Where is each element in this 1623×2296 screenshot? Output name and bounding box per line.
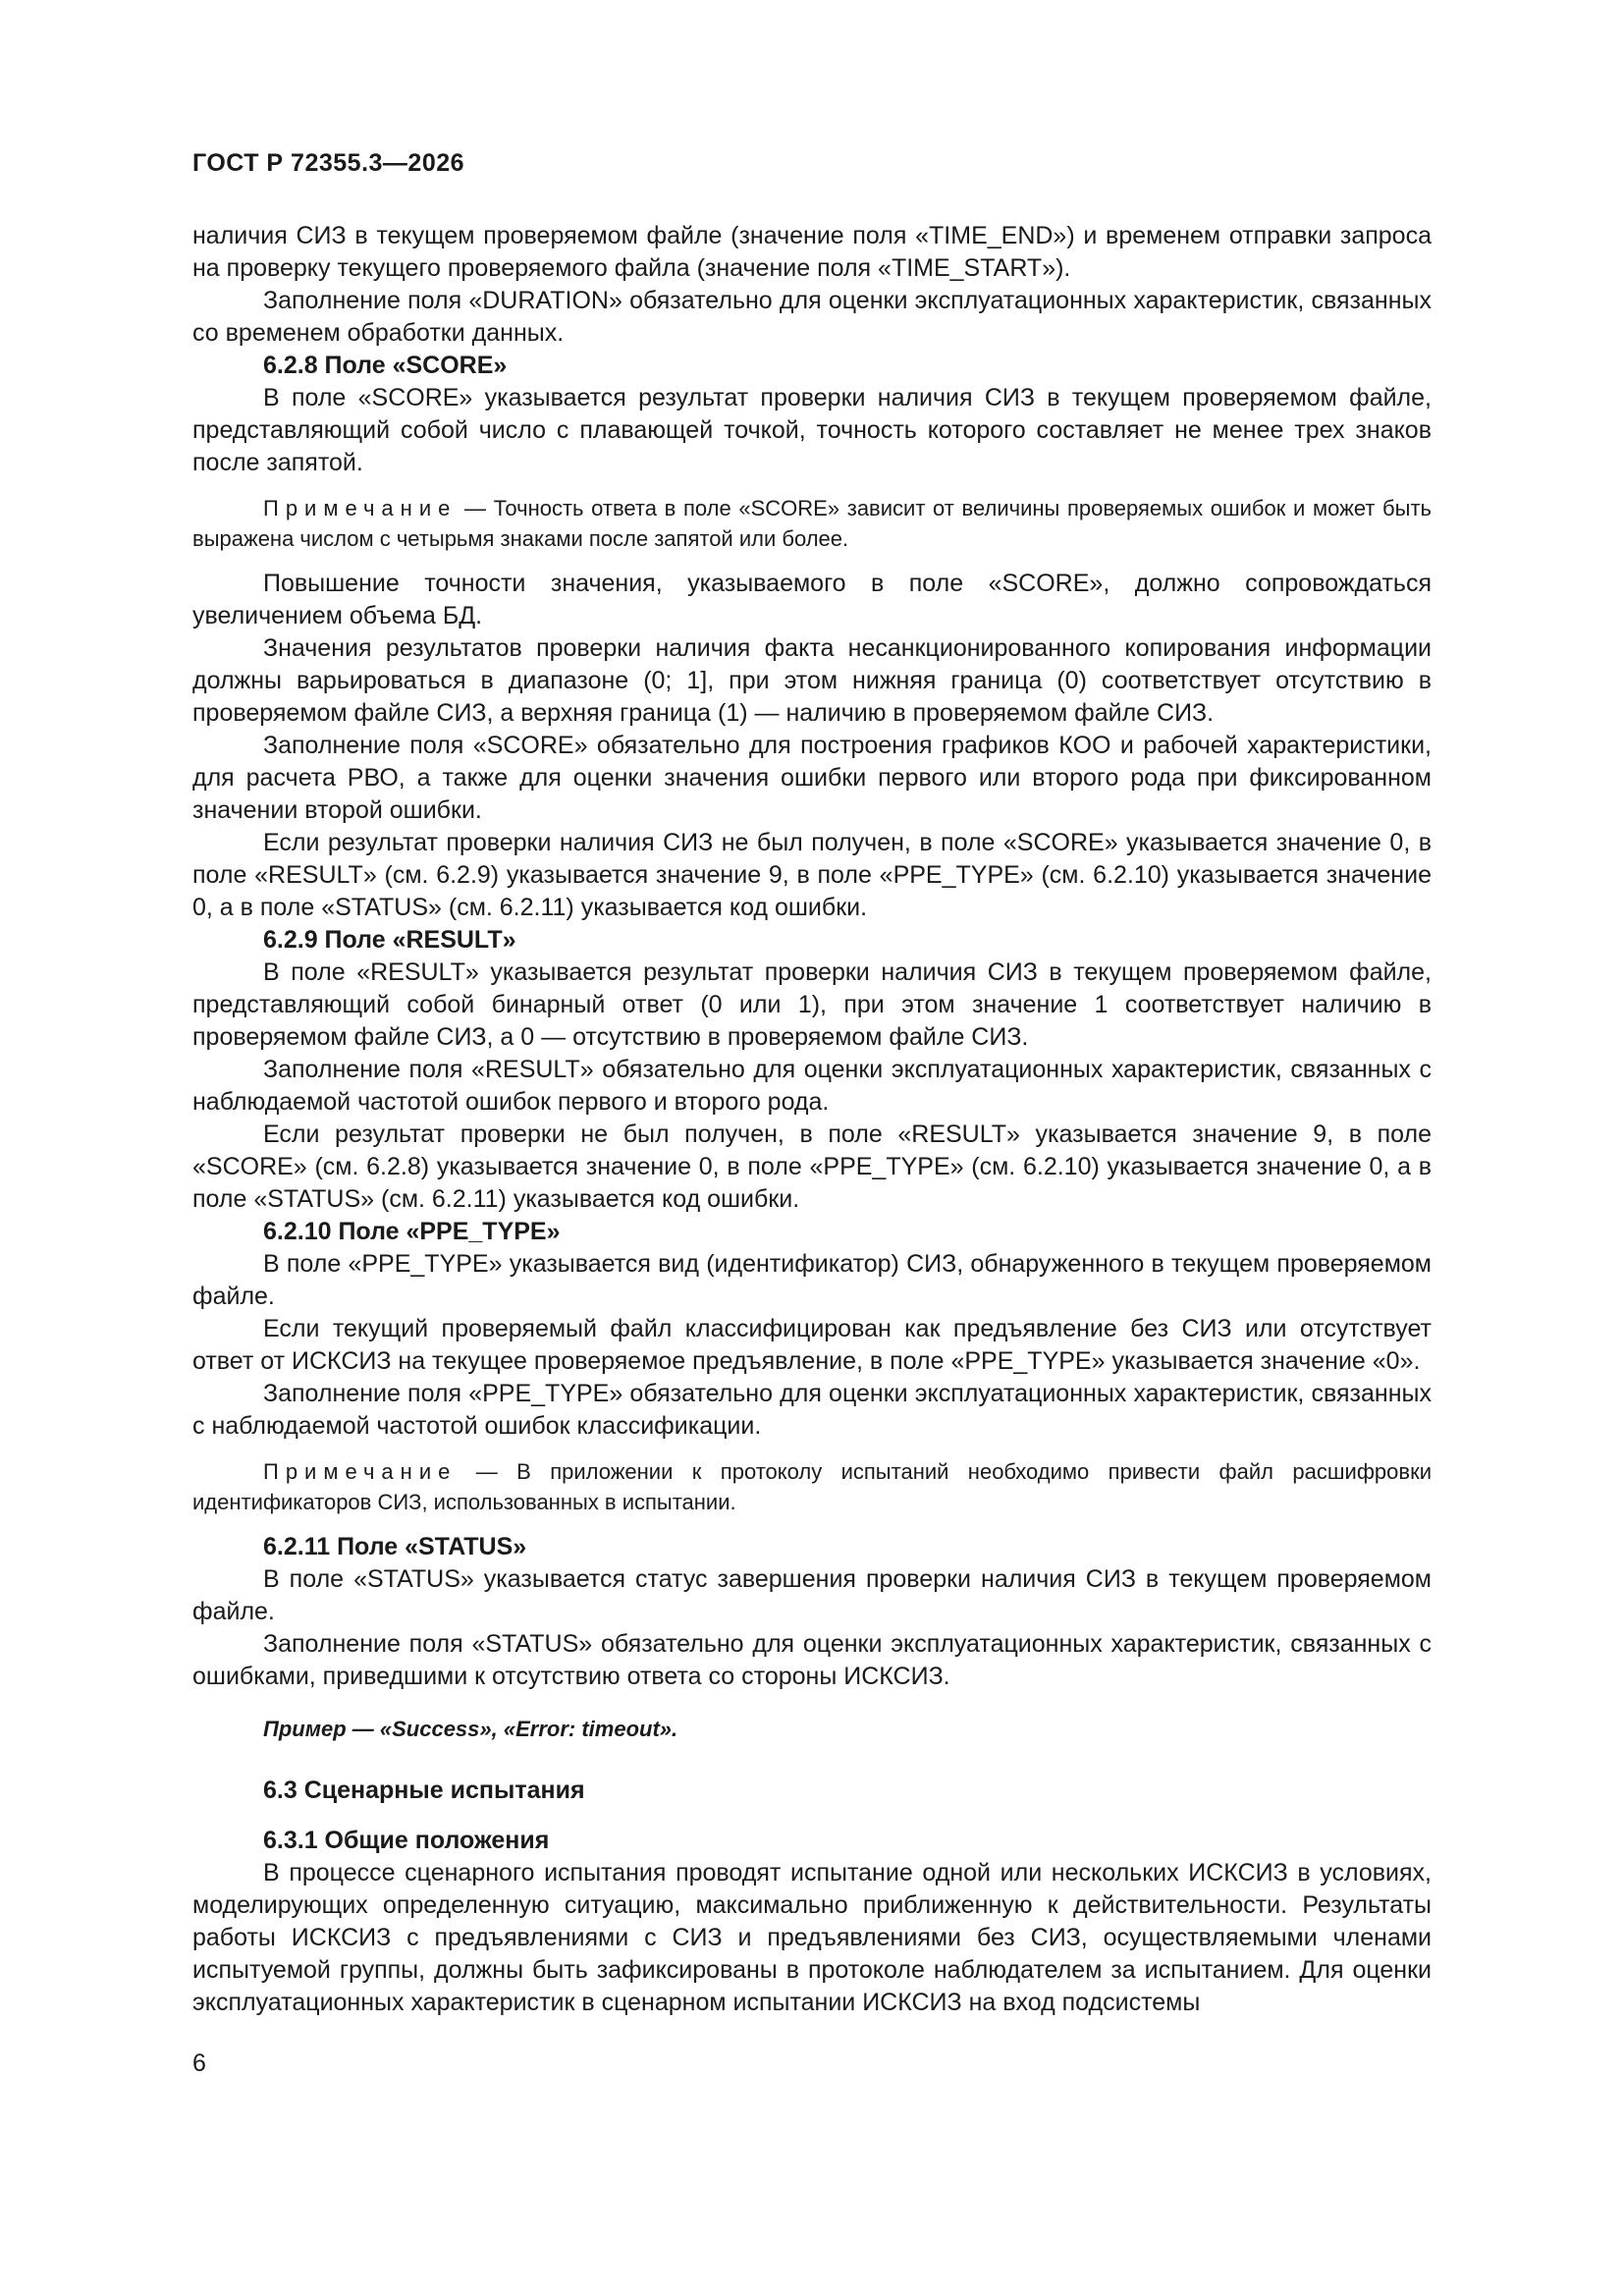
paragraph: Повышение точности значения, указываемого в поле «SCORE», должно сопровождаться увеличением объема БД.: [192, 570, 1432, 629]
note: [192, 1456, 1432, 1517]
section-heading: 6.2.8 Поле «SCORE»: [263, 352, 508, 379]
section-heading: 6.2.10 Поле «PPE_TYPE»: [263, 1218, 561, 1245]
paragraph: В процессе сценарного испытания проводят испытание одной или нескольких ИСКСИЗ в условиях, моделирующих определенную ситуацию, максимально приближенную к действительности. Результаты работы ИСКСИЗ с предъявлениями с СИЗ и предъявлениями без СИЗ, осуществляемыми членами испытуемой группы, должны быть зафиксированы в протоколе наблюдателем за испытанием. Для оценки эксплуатационных характеристик в сценарном испытании ИСКСИЗ на вход подсистемы: [192, 1859, 1432, 2016]
section-heading: 6.3.1 Общие положения: [263, 1827, 550, 1854]
note-text: — Точность ответа в поле «SCORE» зависит от величины проверяемых ошибок и может быть выражена числом с четырьмя знаками после запятой или более.: [192, 496, 1432, 551]
note-label: Примечание: [263, 496, 458, 520]
paragraph: Заполнение поля «STATUS» обязательно для оценки эксплуатационных характеристик, связанных с ошибками, приведшими к отсутствию ответа со стороны ИСКСИЗ.: [192, 1630, 1432, 1690]
paragraph: Заполнение поля «PPE_TYPE» обязательно для оценки эксплуатационных характеристик, связанных с наблюдаемой частотой ошибок классификации.: [192, 1380, 1432, 1440]
paragraph: В поле «PPE_TYPE» указывается вид (идентификатор) СИЗ, обнаруженного в текущем проверяемом файле.: [192, 1250, 1432, 1310]
paragraph: Если текущий проверяемый файл классифицирован как предъявление без СИЗ или отсутствует ответ от ИСКСИЗ на текущее проверяемое предъявление, в поле «PPE_TYPE» указывается значение «0».: [192, 1315, 1432, 1375]
paragraph: В поле «STATUS» указывается статус завершения проверки наличия СИЗ в текущем проверяемом файле.: [192, 1565, 1432, 1625]
paragraph: Значения результатов проверки наличия факта несанкционированного копирования информации должны варьироваться в диапазоне (0; 1], при этом нижняя граница (0) соответствует отсутствию в проверяемом файле СИЗ, а верхняя граница (1) — наличию в проверяемом файле СИЗ.: [192, 634, 1432, 727]
section-heading: 6.2.11 Поле «STATUS»: [263, 1533, 527, 1560]
section-heading: 6.2.9 Поле «RESULT»: [263, 926, 516, 954]
document-body: [192, 220, 1432, 2019]
note-label: Примечание: [263, 1459, 458, 1484]
paragraph: В поле «SCORE» указывается результат проверки наличия СИЗ в текущем проверяемом файле, представляющий собой число с плавающей точкой, точность которого составляет не менее трех знаков после запятой.: [192, 384, 1432, 476]
note: [192, 493, 1432, 554]
paragraph: В поле «RESULT» указывается результат проверки наличия СИЗ в текущем проверяемом файле, представляющий собой бинарный ответ (0 или 1), при этом значение 1 соответствует наличию в проверяемом файле СИЗ, а 0 — отсутствию в проверяемом файле СИЗ.: [192, 958, 1432, 1051]
paragraph: Заполнение поля «DURATION» обязательно для оценки эксплуатационных характеристик, связанных со временем обработки данных.: [192, 287, 1432, 347]
note-text: — В приложении к протоколу испытаний необходимо привести файл расшифровки идентификаторов СИЗ, использованных в испытании.: [192, 1459, 1432, 1514]
page-number: 6: [192, 2050, 206, 2077]
example: Пример — «Success», «Error: timeout».: [263, 1717, 678, 1741]
paragraph: Заполнение поля «RESULT» обязательно для оценки эксплуатационных характеристик, связанных с наблюдаемой частотой ошибок первого и второго рода.: [192, 1056, 1432, 1116]
document-header: ГОСТ Р 72355.3—2026: [192, 149, 465, 177]
section-heading: 6.3 Сценарные испытания: [263, 1777, 585, 1804]
paragraph: Заполнение поля «SCORE» обязательно для построения графиков КОО и рабочей характеристики, для расчета РВО, а также для оценки значения ошибки первого или второго рода при фиксированном значении второй ошибки.: [192, 732, 1432, 824]
paragraph: Если результат проверки не был получен, в поле «RESULT» указывается значение 9, в поле «SCORE» (см. 6.2.8) указывается значение 0, в поле «PPE_TYPE» (см. 6.2.10) указывается значение 0, а в поле «STATUS» (см. 6.2.11) указывается код ошибки.: [192, 1121, 1432, 1213]
paragraph: Если результат проверки наличия СИЗ не был получен, в поле «SCORE» указывается значение 0, в поле «RESULT» (см. 6.2.9) указывается значение 9, в поле «PPE_TYPE» (см. 6.2.10) указывается значение 0, а в поле «STATUS» (см. 6.2.11) указывается код ошибки.: [192, 829, 1432, 921]
paragraph: наличия СИЗ в текущем проверяемом файле (значение поля «TIME_END») и временем отправки запроса на проверку текущего проверяемого файла (значение поля «TIME_START»).: [192, 222, 1432, 282]
